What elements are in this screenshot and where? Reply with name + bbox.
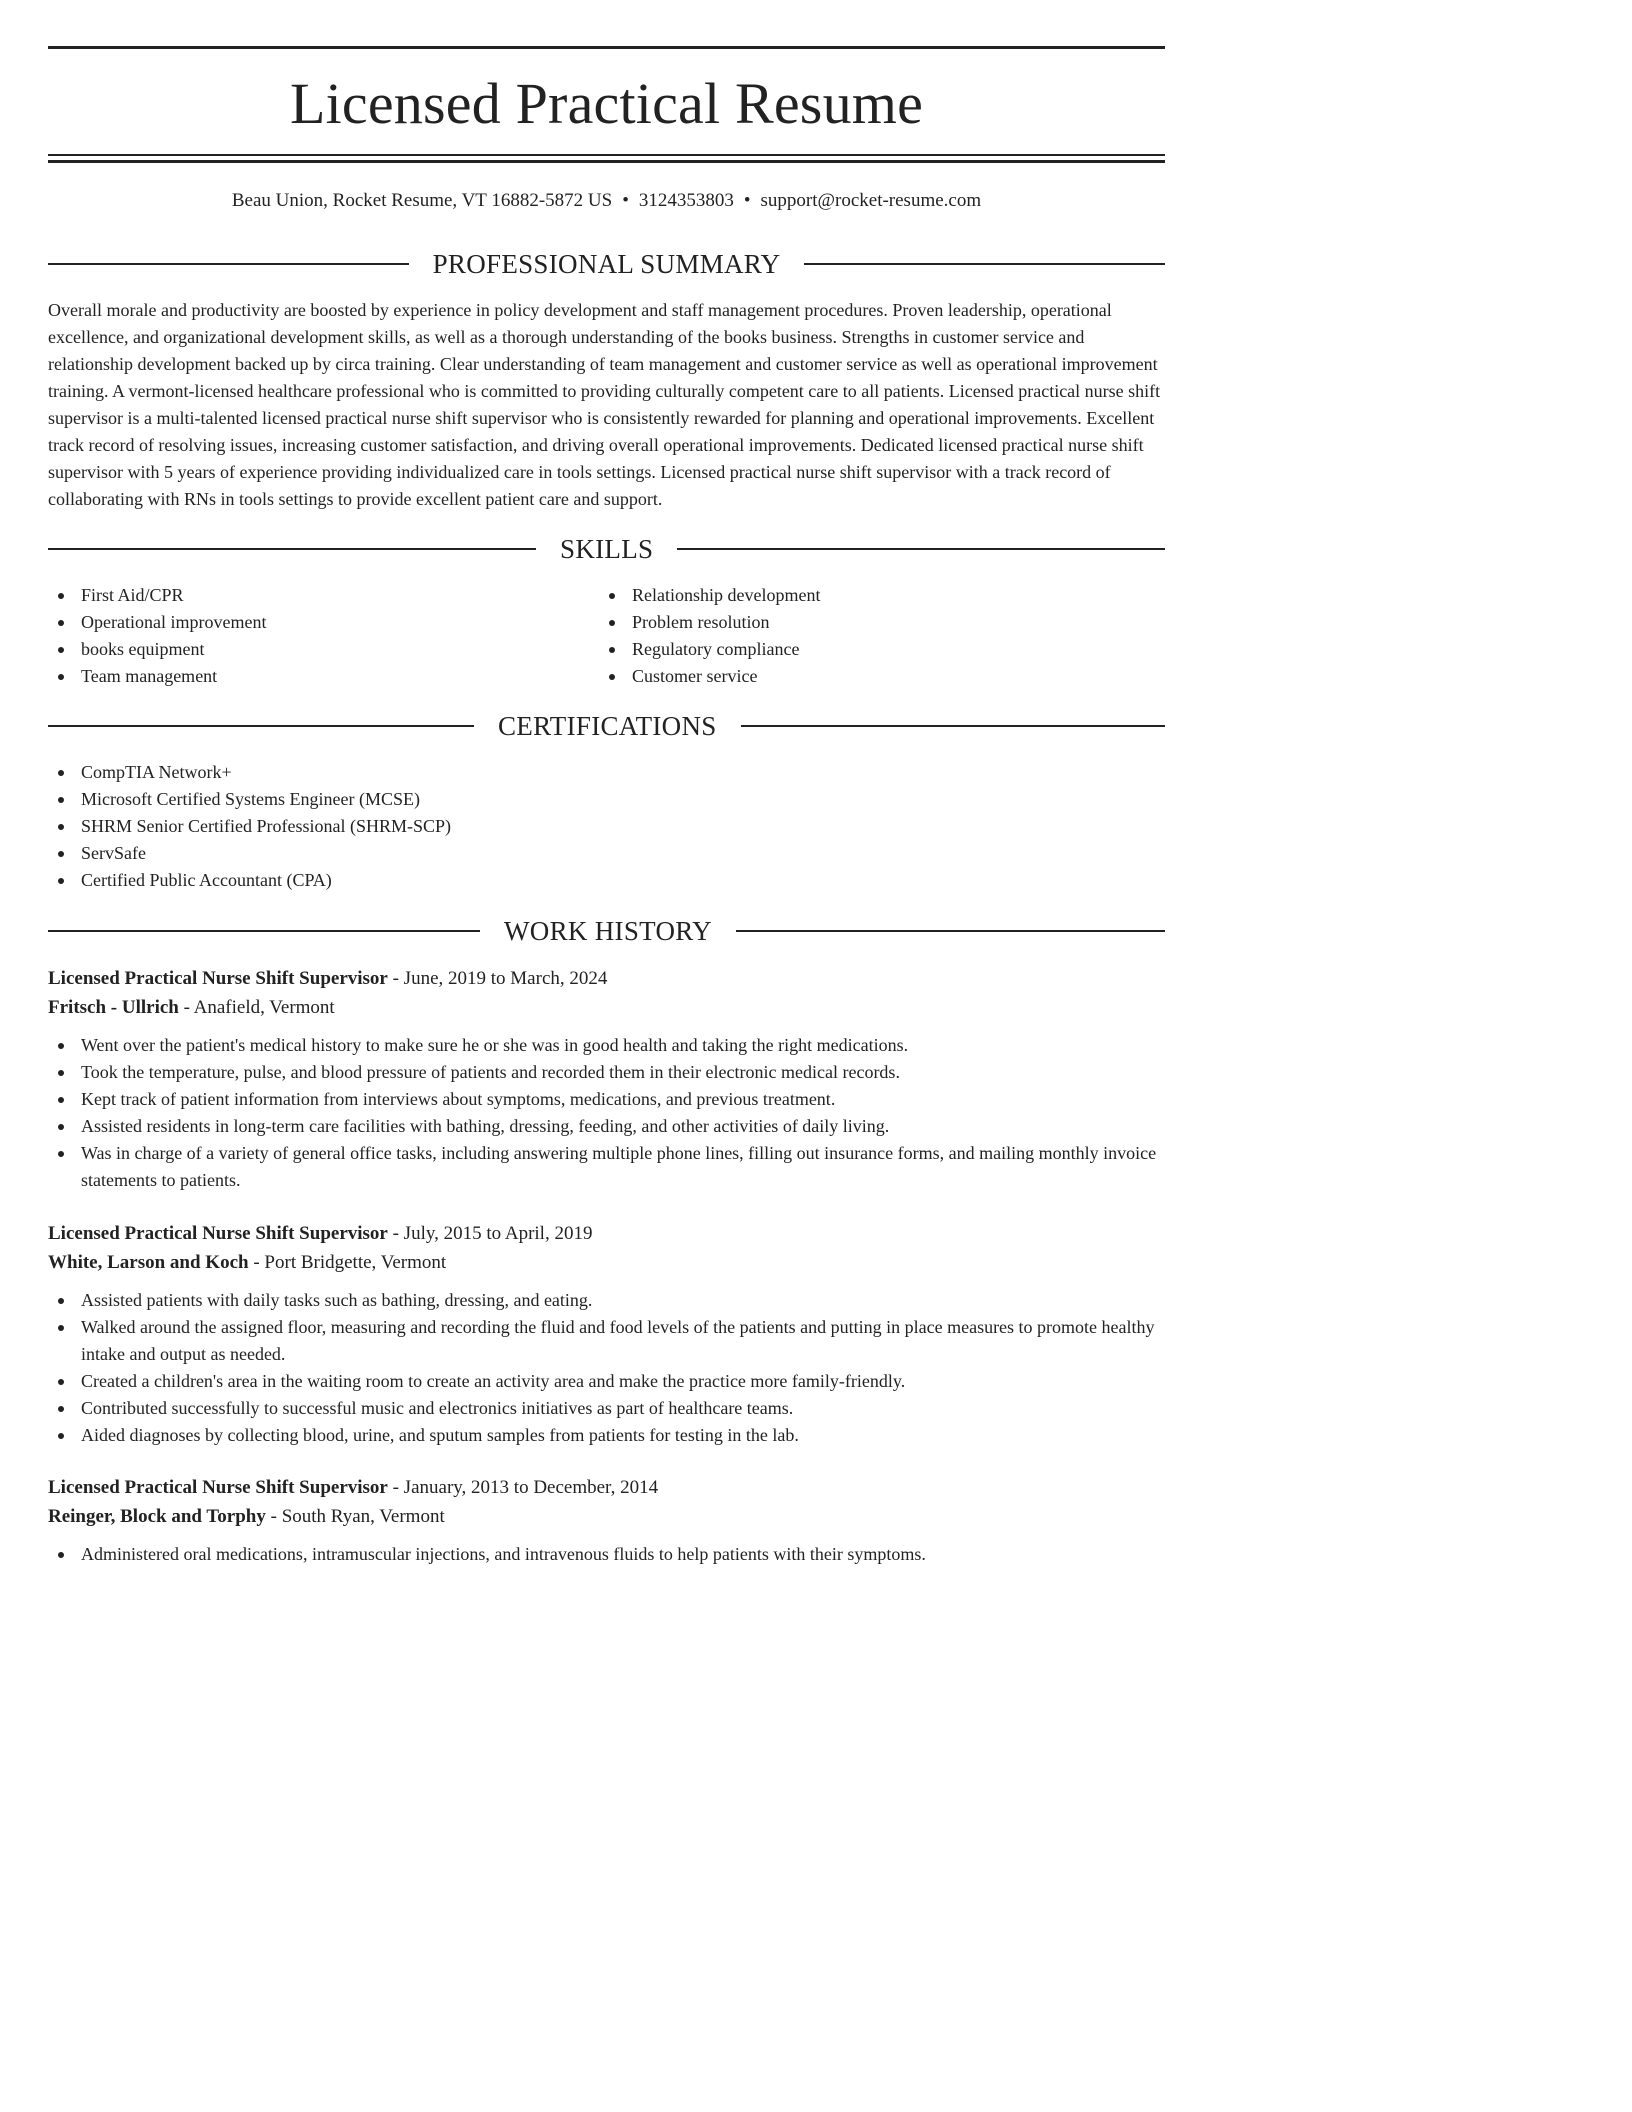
summary-section-heading <box>48 246 1165 282</box>
summary-heading-label: PROFESSIONAL SUMMARY <box>432 249 781 279</box>
job-title-line <box>48 964 1165 993</box>
skills-section-heading <box>48 531 1165 567</box>
job-company-line <box>48 993 1165 1022</box>
job-duty-item: Took the temperature, pulse, and blood pressure of patients and recorded them in their electronic medical records. <box>48 1059 1165 1086</box>
heading-rule <box>48 930 480 932</box>
heading-rule <box>48 725 474 727</box>
job-duty-item: Administered oral medications, intramuscular injections, and intravenous fluids to help patients with their symptoms. <box>48 1541 1165 1568</box>
heading-rule <box>677 548 1165 550</box>
job-duties-list <box>48 1541 1165 1568</box>
skill-item: Relationship development <box>599 582 1159 609</box>
job-title: Licensed Practical Nurse Shift Supervisor <box>48 968 388 989</box>
summary-text: Overall morale and productivity are boosted by experience in policy development and staff management procedures. Proven leadership, operational excellence, and organizational development skills, as well as a thorough understanding of the books business. Strengths in customer service and relationship development backed up by circa training. Clear understanding of team management and customer service as well as operational improvement training. A vermont-licensed healthcare professional who is committed to providing culturally competent care to all patients. Licensed practical nurse shift supervisor is a multi-talented licensed practical nurse shift supervisor who is consistently rewarded for planning and operational improvements. Excellent track record of resolving issues, increasing customer satisfaction, and driving overall operational improvements. Dedicated licensed practical nurse shift supervisor with 5 years of experience providing individualized care in tools settings. Licensed practical nurse shift supervisor with a track record of collaborating with RNs in tools settings to provide excellent patient care and support. <box>48 300 1161 509</box>
contact-address: Beau Union, Rocket Resume, VT 16882-5872 US <box>231 190 613 211</box>
job-duty-item: Assisted residents in long-term care facilities with bathing, dressing, feeding, and other activities of daily living. <box>48 1113 1165 1140</box>
job-location: - Port Bridgette, Vermont <box>253 1252 447 1273</box>
header-double-rule <box>48 154 1165 156</box>
certifications-heading-label: CERTIFICATIONS <box>498 711 717 741</box>
certification-item: Certified Public Accountant (CPA) <box>48 867 1165 894</box>
certification-item: Microsoft Certified Systems Engineer (MCSE) <box>48 786 1165 813</box>
job-title-line <box>48 1473 1165 1502</box>
job-entry <box>48 1219 1165 1449</box>
job-location: - Anafield, Vermont <box>183 997 335 1018</box>
job-duty-item: Kept track of patient information from interviews about symptoms, medications, and previous treatment. <box>48 1086 1165 1113</box>
job-entry <box>48 1473 1165 1568</box>
heading-rule <box>804 263 1165 265</box>
skill-item: Team management <box>48 663 588 690</box>
job-title-line <box>48 1219 1165 1248</box>
job-duties-list <box>48 1032 1165 1194</box>
work-history-heading-label: WORK HISTORY <box>504 916 712 946</box>
work-history-section-heading <box>48 913 1165 949</box>
certifications-section-heading <box>48 708 1165 744</box>
job-duty-item: Aided diagnoses by collecting blood, urine, and sputum samples from patients for testing in the lab. <box>48 1422 1165 1449</box>
heading-rule <box>48 263 409 265</box>
heading-rule <box>741 725 1165 727</box>
skill-item: Operational improvement <box>48 609 588 636</box>
heading-rule <box>736 930 1165 932</box>
skill-item: Problem resolution <box>599 609 1159 636</box>
skills-list-left <box>48 582 588 690</box>
certification-item: ServSafe <box>48 840 1165 867</box>
job-company: Fritsch - Ullrich <box>48 997 179 1018</box>
header-top-rule <box>48 46 1165 49</box>
job-duties-list <box>48 1287 1165 1449</box>
contact-separator: • <box>622 190 629 211</box>
job-company: White, Larson and Koch <box>48 1252 249 1273</box>
job-dates: - July, 2015 to April, 2019 <box>392 1223 593 1244</box>
certification-item: CompTIA Network+ <box>48 759 1165 786</box>
header-double-rule <box>48 160 1165 163</box>
skill-item: First Aid/CPR <box>48 582 588 609</box>
certifications-list <box>48 759 1165 894</box>
contact-separator: • <box>743 190 751 211</box>
skills-list-right <box>599 582 1159 690</box>
skill-item: Customer service <box>599 663 1159 690</box>
job-company-line <box>48 1248 1165 1277</box>
certification-item: SHRM Senior Certified Professional (SHRM-SCP) <box>48 813 1165 840</box>
heading-rule <box>48 548 536 550</box>
skills-heading-label: SKILLS <box>560 534 654 564</box>
job-duty-item: Went over the patient's medical history to make sure he or she was in good health and taking the right medications. <box>48 1032 1165 1059</box>
job-dates: - January, 2013 to December, 2014 <box>392 1477 659 1498</box>
resume-title: Licensed Practical Resume <box>289 71 924 136</box>
job-dates: - June, 2019 to March, 2024 <box>392 968 608 989</box>
job-title: Licensed Practical Nurse Shift Supervisor <box>48 1223 388 1244</box>
job-company-line <box>48 1502 1165 1531</box>
contact-line <box>48 188 1165 214</box>
job-location: - South Ryan, Vermont <box>270 1506 445 1527</box>
contact-phone: 3124353803 <box>638 190 734 211</box>
job-entry <box>48 964 1165 1194</box>
job-duty-item: Assisted patients with daily tasks such as bathing, dressing, and eating. <box>48 1287 1165 1314</box>
contact-email: support@rocket-resume.com <box>760 190 982 211</box>
job-company: Reinger, Block and Torphy <box>48 1506 266 1527</box>
job-duty-item: Was in charge of a variety of general office tasks, including answering multiple phone lines, filling out insurance forms, and mailing monthly invoice statements to patients. <box>48 1140 1165 1194</box>
skill-item: Regulatory compliance <box>599 636 1159 663</box>
job-duty-item: Contributed successfully to successful music and electronics initiatives as part of healthcare teams. <box>48 1395 1165 1422</box>
job-duty-item: Created a children's area in the waiting room to create an activity area and make the practice more family-friendly. <box>48 1368 1165 1395</box>
job-title: Licensed Practical Nurse Shift Supervisor <box>48 1477 388 1498</box>
job-duty-item: Walked around the assigned floor, measuring and recording the fluid and food levels of the patients and putting in place measures to promote healthy intake and output as needed. <box>48 1314 1165 1368</box>
skill-item: books equipment <box>48 636 588 663</box>
